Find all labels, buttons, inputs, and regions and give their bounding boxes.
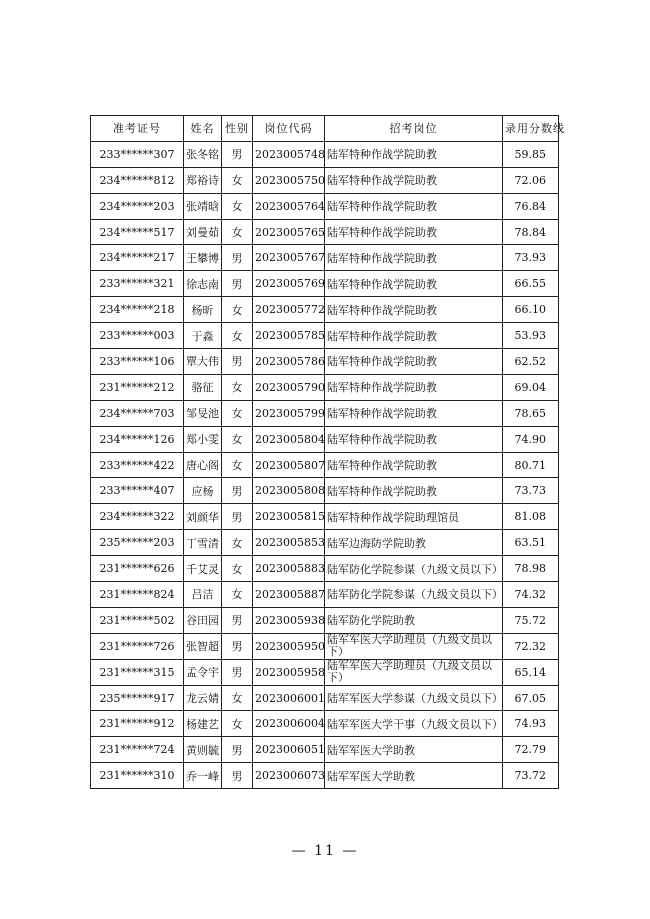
header-gender: 性别: [222, 116, 253, 142]
header-post-title: 招考岗位: [325, 116, 503, 142]
table-row: [91, 504, 559, 530]
cell-score-line: 62.52: [503, 349, 559, 375]
cell-exam-id: 231******912: [91, 711, 184, 737]
cell-score-line: 53.93: [503, 323, 559, 349]
table-row: [91, 530, 559, 556]
cell-post-title: 陆军军医大学助理员（九级文员以下）: [325, 633, 503, 659]
cell-gender: 男: [222, 607, 253, 633]
cell-score-line: 78.65: [503, 400, 559, 426]
cell-post-code: 2023005785: [253, 323, 325, 349]
table-row: [91, 193, 559, 219]
cell-score-line: 78.84: [503, 219, 559, 245]
table-row: [91, 659, 559, 685]
table-row: [91, 271, 559, 297]
header-score-line: 录用分数线: [503, 116, 559, 142]
cell-gender: 男: [222, 737, 253, 763]
table-row: [91, 374, 559, 400]
table-row: [91, 763, 559, 789]
cell-score-line: 74.93: [503, 711, 559, 737]
cell-post-title: 陆军特种作战学院助教: [325, 478, 503, 504]
cell-post-code: 2023006073: [253, 763, 325, 789]
cell-score-line: 73.93: [503, 245, 559, 271]
cell-name: 唐心阁: [184, 452, 222, 478]
table-row: [91, 245, 559, 271]
table-body: [91, 141, 559, 788]
cell-post-code: 2023005804: [253, 426, 325, 452]
cell-post-code: 2023005750: [253, 167, 325, 193]
cell-exam-id: 233******407: [91, 478, 184, 504]
cell-post-code: 2023006051: [253, 737, 325, 763]
cell-score-line: 66.55: [503, 271, 559, 297]
cell-name: 张靖晗: [184, 193, 222, 219]
cell-score-line: 59.85: [503, 141, 559, 167]
cell-score-line: 63.51: [503, 530, 559, 556]
header-exam-id: 准考证号: [91, 116, 184, 142]
cell-gender: 女: [222, 400, 253, 426]
cell-score-line: 81.08: [503, 504, 559, 530]
cell-gender: 女: [222, 711, 253, 737]
cell-name: 杨建艺: [184, 711, 222, 737]
cell-exam-id: 231******626: [91, 556, 184, 582]
cell-exam-id: 234******517: [91, 219, 184, 245]
cell-exam-id: 233******307: [91, 141, 184, 167]
cell-post-title: 陆军特种作战学院助教: [325, 297, 503, 323]
cell-post-title: 陆军边海防学院助教: [325, 530, 503, 556]
cell-post-title: 陆军特种作战学院助教: [325, 374, 503, 400]
cell-post-code: 2023005786: [253, 349, 325, 375]
cell-post-code: 2023005883: [253, 556, 325, 582]
cell-exam-id: 234******812: [91, 167, 184, 193]
cell-gender: 男: [222, 633, 253, 659]
cell-exam-id: 231******724: [91, 737, 184, 763]
cell-name: 骆征: [184, 374, 222, 400]
cell-post-title: 陆军特种作战学院助教: [325, 167, 503, 193]
cell-score-line: 75.72: [503, 607, 559, 633]
cell-exam-id: 234******217: [91, 245, 184, 271]
cell-exam-id: 231******315: [91, 659, 184, 685]
cell-post-title: 陆军特种作战学院助教: [325, 400, 503, 426]
cell-post-title: 陆军特种作战学院助教: [325, 141, 503, 167]
cell-exam-id: 231******726: [91, 633, 184, 659]
table-row: [91, 323, 559, 349]
table-row: [91, 167, 559, 193]
cell-name: 吕洁: [184, 582, 222, 608]
cell-post-title: 陆军防化学院助教: [325, 607, 503, 633]
cell-gender: 男: [222, 271, 253, 297]
cell-score-line: 73.72: [503, 763, 559, 789]
cell-post-title: 陆军特种作战学院助教: [325, 426, 503, 452]
table-header-row: [91, 116, 559, 142]
table-row: [91, 633, 559, 659]
cell-post-title: 陆军军医大学助理员（九级文员以下）: [325, 659, 503, 685]
cell-gender: 女: [222, 530, 253, 556]
cell-score-line: 72.06: [503, 167, 559, 193]
cell-name: 杨昕: [184, 297, 222, 323]
cell-name: 郑小雯: [184, 426, 222, 452]
cell-gender: 女: [222, 556, 253, 582]
cell-score-line: 69.04: [503, 374, 559, 400]
cell-name: 谷田园: [184, 607, 222, 633]
cell-post-code: 2023005790: [253, 374, 325, 400]
header-post-code: 岗位代码: [253, 116, 325, 142]
cell-post-code: 2023005950: [253, 633, 325, 659]
cell-post-title: 陆军特种作战学院助教: [325, 271, 503, 297]
table-row: [91, 556, 559, 582]
admission-table-container: [90, 115, 565, 789]
table-row: [91, 685, 559, 711]
cell-name: 乔一峰: [184, 763, 222, 789]
cell-post-title: 陆军特种作战学院助教: [325, 193, 503, 219]
cell-post-code: 2023005808: [253, 478, 325, 504]
cell-gender: 女: [222, 193, 253, 219]
cell-score-line: 76.84: [503, 193, 559, 219]
cell-gender: 男: [222, 478, 253, 504]
cell-gender: 女: [222, 426, 253, 452]
table-row: [91, 400, 559, 426]
cell-name: 千艾灵: [184, 556, 222, 582]
cell-name: 龙云婧: [184, 685, 222, 711]
cell-score-line: 74.32: [503, 582, 559, 608]
cell-exam-id: 234******203: [91, 193, 184, 219]
cell-post-code: 2023005887: [253, 582, 325, 608]
cell-exam-id: 233******422: [91, 452, 184, 478]
cell-exam-id: 233******106: [91, 349, 184, 375]
cell-exam-id: 234******126: [91, 426, 184, 452]
cell-post-title: 陆军特种作战学院助教: [325, 349, 503, 375]
cell-post-title: 陆军特种作战学院助教: [325, 245, 503, 271]
cell-exam-id: 234******703: [91, 400, 184, 426]
cell-exam-id: 233******003: [91, 323, 184, 349]
cell-score-line: 72.32: [503, 633, 559, 659]
cell-exam-id: 235******917: [91, 685, 184, 711]
table-row: [91, 478, 559, 504]
table-row: [91, 452, 559, 478]
cell-gender: 女: [222, 452, 253, 478]
cell-post-title: 陆军防化学院参谋（九级文员以下）: [325, 556, 503, 582]
cell-gender: 女: [222, 685, 253, 711]
cell-score-line: 67.05: [503, 685, 559, 711]
cell-post-title: 陆军防化学院参谋（九级文员以下）: [325, 582, 503, 608]
cell-gender: 男: [222, 141, 253, 167]
cell-post-code: 2023005769: [253, 271, 325, 297]
cell-name: 王攀博: [184, 245, 222, 271]
cell-gender: 女: [222, 167, 253, 193]
cell-name: 应杨: [184, 478, 222, 504]
cell-post-title: 陆军军医大学参谋（九级文员以下）: [325, 685, 503, 711]
cell-gender: 女: [222, 582, 253, 608]
table-row: [91, 349, 559, 375]
cell-post-code: 2023005748: [253, 141, 325, 167]
cell-name: 张智超: [184, 633, 222, 659]
page-number: — 11 —: [291, 843, 359, 859]
cell-gender: 女: [222, 374, 253, 400]
cell-exam-id: 231******310: [91, 763, 184, 789]
cell-post-title: 陆军军医大学干事（九级文员以下）: [325, 711, 503, 737]
cell-score-line: 73.73: [503, 478, 559, 504]
table-row: [91, 737, 559, 763]
cell-name: 张冬铭: [184, 141, 222, 167]
cell-post-code: 2023005807: [253, 452, 325, 478]
cell-post-code: 2023005853: [253, 530, 325, 556]
cell-post-code: 2023005765: [253, 219, 325, 245]
cell-gender: 男: [222, 659, 253, 685]
cell-score-line: 72.79: [503, 737, 559, 763]
cell-score-line: 80.71: [503, 452, 559, 478]
cell-name: 孟令宇: [184, 659, 222, 685]
table-row: [91, 607, 559, 633]
cell-post-title: 陆军特种作战学院助教: [325, 219, 503, 245]
cell-exam-id: 235******203: [91, 530, 184, 556]
table-row: [91, 582, 559, 608]
cell-post-code: 2023005764: [253, 193, 325, 219]
admission-score-table: [90, 115, 565, 789]
cell-name: 丁雪清: [184, 530, 222, 556]
cell-gender: 男: [222, 245, 253, 271]
header-name: 姓名: [184, 116, 222, 142]
cell-exam-id: 234******322: [91, 504, 184, 530]
cell-post-code: 2023005799: [253, 400, 325, 426]
cell-post-title: 陆军军医大学助教: [325, 763, 503, 789]
cell-score-line: 78.98: [503, 556, 559, 582]
cell-post-code: 2023006004: [253, 711, 325, 737]
cell-gender: 男: [222, 349, 253, 375]
cell-score-line: 66.10: [503, 297, 559, 323]
cell-post-code: 2023005938: [253, 607, 325, 633]
cell-gender: 女: [222, 297, 253, 323]
cell-exam-id: 231******212: [91, 374, 184, 400]
cell-score-line: 74.90: [503, 426, 559, 452]
table-row: [91, 141, 559, 167]
cell-post-code: 2023005772: [253, 297, 325, 323]
table-row: [91, 297, 559, 323]
cell-name: 徐志南: [184, 271, 222, 297]
cell-post-title: 陆军军医大学助教: [325, 737, 503, 763]
cell-name: 于淼: [184, 323, 222, 349]
cell-post-code: 2023005815: [253, 504, 325, 530]
cell-post-code: 2023005958: [253, 659, 325, 685]
cell-name: 刘曼茹: [184, 219, 222, 245]
cell-exam-id: 231******824: [91, 582, 184, 608]
table-row: [91, 711, 559, 737]
cell-post-code: 2023005767: [253, 245, 325, 271]
cell-gender: 女: [222, 219, 253, 245]
cell-name: 覃大伟: [184, 349, 222, 375]
cell-exam-id: 231******502: [91, 607, 184, 633]
cell-post-code: 2023006001: [253, 685, 325, 711]
cell-post-title: 陆军特种作战学院助教: [325, 323, 503, 349]
cell-gender: 男: [222, 504, 253, 530]
cell-gender: 女: [222, 323, 253, 349]
table-row: [91, 219, 559, 245]
table-row: [91, 426, 559, 452]
cell-post-title: 陆军特种作战学院助理馆员: [325, 504, 503, 530]
cell-name: 黄则毓: [184, 737, 222, 763]
cell-name: 邹旻池: [184, 400, 222, 426]
cell-score-line: 65.14: [503, 659, 559, 685]
cell-post-title: 陆军特种作战学院助教: [325, 452, 503, 478]
cell-exam-id: 234******218: [91, 297, 184, 323]
cell-name: 刘颜华: [184, 504, 222, 530]
cell-exam-id: 233******321: [91, 271, 184, 297]
cell-gender: 男: [222, 763, 253, 789]
cell-name: 郑裕诗: [184, 167, 222, 193]
